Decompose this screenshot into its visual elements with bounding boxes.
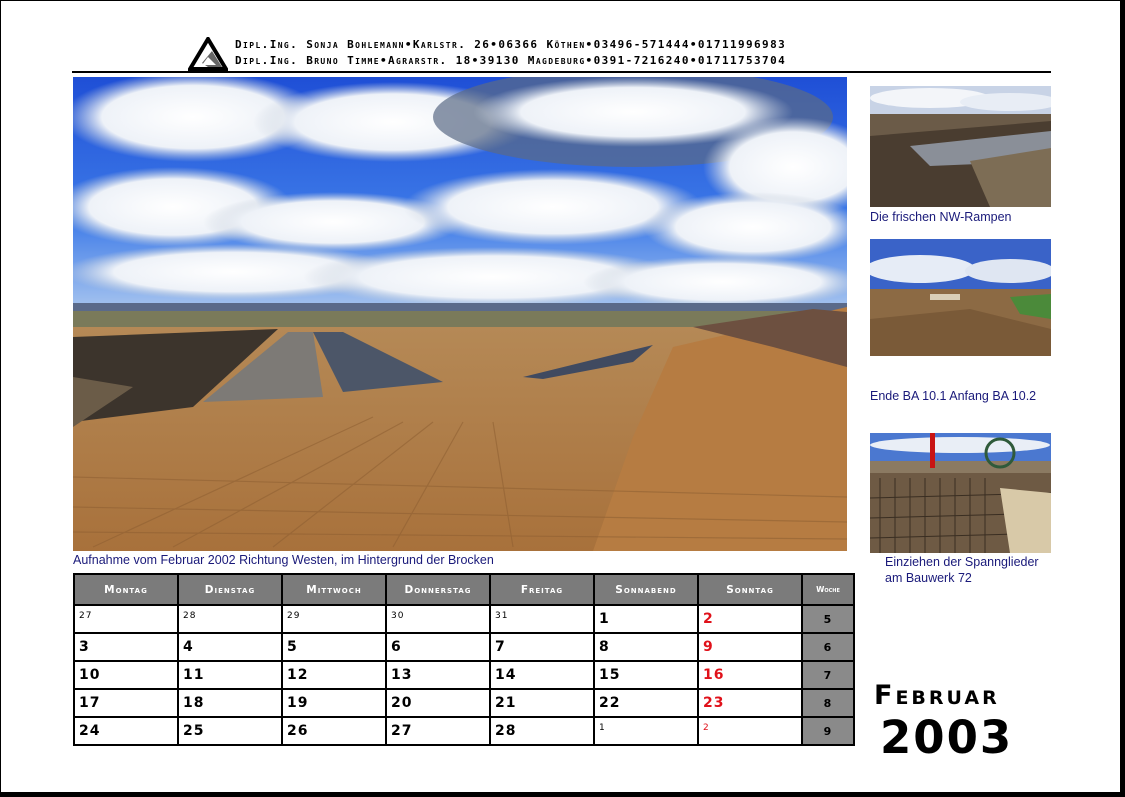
day-cell: 25: [178, 717, 282, 745]
header-sunday: Sonntag: [698, 574, 802, 605]
thumbnail-photo-section-end: [870, 239, 1051, 356]
sunday-cell: 23: [698, 689, 802, 717]
weekday-header-row: [74, 574, 854, 605]
header-wednesday: Mittwoch: [282, 574, 386, 605]
day-cell: 4: [178, 633, 282, 661]
day-cell: 28: [178, 605, 282, 633]
calendar-week-row: [74, 605, 854, 633]
day-cell: 8: [594, 633, 698, 661]
calendar-week-row: [74, 633, 854, 661]
sunday-cell: 16: [698, 661, 802, 689]
week-number-cell: 9: [802, 717, 854, 745]
thumbnail-caption-3: Einziehen der Spannglieder am Bauwerk 72: [885, 555, 1039, 585]
sunday-cell: 9: [698, 633, 802, 661]
day-cell: 13: [386, 661, 490, 689]
day-cell: 31: [490, 605, 594, 633]
month-title: Februar: [874, 680, 1000, 711]
year-title: 2003: [880, 711, 1014, 764]
day-cell: 1: [594, 605, 698, 633]
day-cell: 10: [74, 661, 178, 689]
header-week: Woche: [802, 574, 854, 605]
day-cell: 18: [178, 689, 282, 717]
day-cell: 17: [74, 689, 178, 717]
header-monday: Montag: [74, 574, 178, 605]
main-photo: [73, 77, 847, 551]
company-logo: [188, 37, 228, 71]
day-cell: 12: [282, 661, 386, 689]
thumbnail-photo-ramps: [870, 86, 1051, 207]
header-thursday: Donnerstag: [386, 574, 490, 605]
week-number-cell: 7: [802, 661, 854, 689]
day-cell: 15: [594, 661, 698, 689]
header-friday: Freitag: [490, 574, 594, 605]
day-cell: 28: [490, 717, 594, 745]
day-cell: 22: [594, 689, 698, 717]
day-cell: 27: [386, 717, 490, 745]
main-photo-caption: Aufnahme vom Februar 2002 Richtung Westen, im Hintergrund der Brocken: [73, 553, 494, 567]
calendar-week-row: [74, 689, 854, 717]
day-cell: 5: [282, 633, 386, 661]
calendar-week-row: [74, 661, 854, 689]
day-cell: 29: [282, 605, 386, 633]
week-number-cell: 8: [802, 689, 854, 717]
day-cell: 27: [74, 605, 178, 633]
calendar-week-row: [74, 717, 854, 745]
day-cell: 20: [386, 689, 490, 717]
contact-line-1: Dipl.Ing. Sonja Bohlemann•Karlstr. 26•06366 Köthen•03496-571444•01711996983: [235, 38, 787, 51]
day-cell: 6: [386, 633, 490, 661]
sunday-cell: 2: [698, 605, 802, 633]
week-number-cell: 6: [802, 633, 854, 661]
header-tuesday: Dienstag: [178, 574, 282, 605]
day-cell: 1: [594, 717, 698, 745]
thumbnail-photo-tendons: [870, 433, 1051, 553]
thumbnail-caption-1: Die frischen NW-Rampen: [870, 210, 1012, 224]
sunday-cell: 2: [698, 717, 802, 745]
day-cell: 11: [178, 661, 282, 689]
day-cell: 14: [490, 661, 594, 689]
day-cell: 26: [282, 717, 386, 745]
day-cell: 19: [282, 689, 386, 717]
week-number-cell: 5: [802, 605, 854, 633]
thumbnail-caption-2: Ende BA 10.1 Anfang BA 10.2: [870, 389, 1037, 403]
header-saturday: Sonnabend: [594, 574, 698, 605]
day-cell: 30: [386, 605, 490, 633]
contact-header: [188, 37, 908, 71]
month-calendar-grid: [73, 573, 855, 746]
day-cell: 24: [74, 717, 178, 745]
day-cell: 21: [490, 689, 594, 717]
day-cell: 3: [74, 633, 178, 661]
header-divider: [72, 71, 1051, 73]
day-cell: 7: [490, 633, 594, 661]
contact-line-2: Dipl.Ing. Bruno Timme•Agrarstr. 18•39130 Magdeburg•0391-7216240•01711753704: [235, 54, 787, 67]
